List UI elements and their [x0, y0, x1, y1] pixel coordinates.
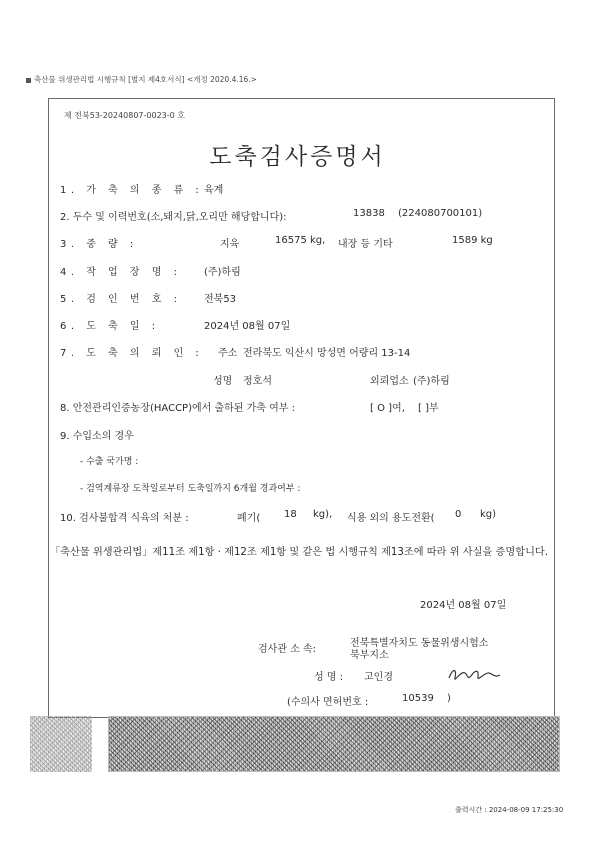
- livestock-type-label: 1. 가 축 의 종 류 :: [60, 185, 204, 196]
- requester-company-label: 외뢰업소: [370, 376, 409, 387]
- seal-number-label: [60, 290, 181, 305]
- haccp-yes-checkbox: [ O ]여,: [370, 403, 405, 414]
- weight-label-text: 3. 중 량 :: [60, 239, 138, 250]
- requester-address-value: 전라북도 익산시 망성면 어량리 13-14: [243, 348, 411, 359]
- inspector-name-value: 고인경: [364, 672, 393, 683]
- export-country-label: - 수출 국가명 :: [80, 457, 139, 467]
- discard-unit: kg),: [313, 509, 333, 520]
- requester-company-value: (주)하림: [413, 376, 450, 387]
- license-value: 10539: [402, 693, 434, 704]
- output-timestamp: 출력시간 : 2024-08-09 17:25:30: [455, 806, 564, 814]
- weight-label: [60, 235, 138, 250]
- document-number: 제 전북53-20240807-0023-0 호: [64, 111, 186, 120]
- workplace-label-text: 4. 작 업 장 명 :: [60, 267, 182, 278]
- discard-value: 18: [284, 509, 297, 520]
- livestock-type-value: 육계: [204, 185, 224, 196]
- seal-number-label-text: 5. 검 인 번 호 :: [60, 294, 182, 305]
- form-reference-text: 축산물 위생관리법 시행규칙 [별지 제4호서식] <개정 2020.4.16.>: [34, 75, 257, 84]
- form-reference: [26, 74, 257, 85]
- inspector-name-label: 성 명 :: [314, 672, 344, 683]
- requester-label-text: 7. 도 축 의 뢰 인 :: [60, 348, 204, 359]
- license-label: (수의사 면허번호 :: [287, 697, 369, 708]
- inspector-affiliation-label: 검사관 소 속:: [258, 644, 317, 655]
- slaughter-date-value: 2024년 08월 07일: [204, 321, 291, 332]
- requester-name-value: 정호석: [243, 376, 272, 387]
- trace-number: (224080700101): [398, 208, 483, 219]
- discard-label: 폐기(: [237, 513, 261, 524]
- slaughter-date-label: [60, 317, 160, 332]
- seal-number-value: 전북53: [204, 294, 237, 305]
- inspector-affiliation-line1: 전북특별자치도 동물위생시험소: [350, 638, 489, 649]
- requester-address-label: 주소: [218, 348, 238, 359]
- haccp-no-checkbox: [ ]부: [418, 403, 439, 414]
- quarantine-period-label: - 검역계류장 도착일로부터 도축일까지 6개월 경과여부 :: [80, 484, 301, 494]
- workplace-value: (주)하림: [204, 267, 241, 278]
- certification-text: 「축산물 위생관리법」제11조 제1항 · 제12조 제1항 및 같은 법 시행규칙 제13조에 따라 위 사실을 증명합니다.: [50, 547, 548, 558]
- disposal-label: 10. 검사불합격 식육의 처분 :: [60, 513, 189, 524]
- conversion-value: 0: [455, 509, 462, 520]
- signature-icon: [445, 664, 503, 686]
- slaughter-date-label-text: 6. 도 축 일 :: [60, 321, 160, 332]
- head-count-value: 13838: [353, 208, 385, 219]
- license-close: ): [447, 693, 451, 704]
- document-title: 도축검사증명서: [209, 144, 386, 170]
- workplace-label: [60, 263, 181, 278]
- haccp-label: 8. 안전관리인증농장(HACCP)에서 출하된 가축 여부 :: [60, 403, 296, 414]
- conversion-unit: kg): [480, 509, 497, 520]
- carcass-weight: 16575 kg,: [275, 235, 326, 246]
- square-bullet-icon: [26, 78, 31, 83]
- certification-date: 2024년 08월 07일: [420, 600, 507, 611]
- carcass-label: 지육: [220, 239, 240, 250]
- row-livestock-type: [60, 181, 203, 196]
- offal-label: 내장 등 기타: [338, 239, 393, 250]
- offal-weight: 1589 kg: [452, 235, 493, 246]
- security-pattern-band: [108, 716, 560, 772]
- requester-label: [60, 344, 203, 359]
- security-pattern-left: [30, 716, 92, 772]
- inspector-affiliation-line2: 북부지소: [350, 650, 389, 661]
- import-label: 9. 수입소의 경우: [60, 431, 134, 442]
- head-count-label: 2. 두수 및 이력번호(소,돼지,닭,오리만 해당합니다):: [60, 212, 287, 223]
- conversion-label: 식용 외의 용도전환(: [347, 513, 435, 524]
- requester-name-label: 성명: [213, 376, 233, 387]
